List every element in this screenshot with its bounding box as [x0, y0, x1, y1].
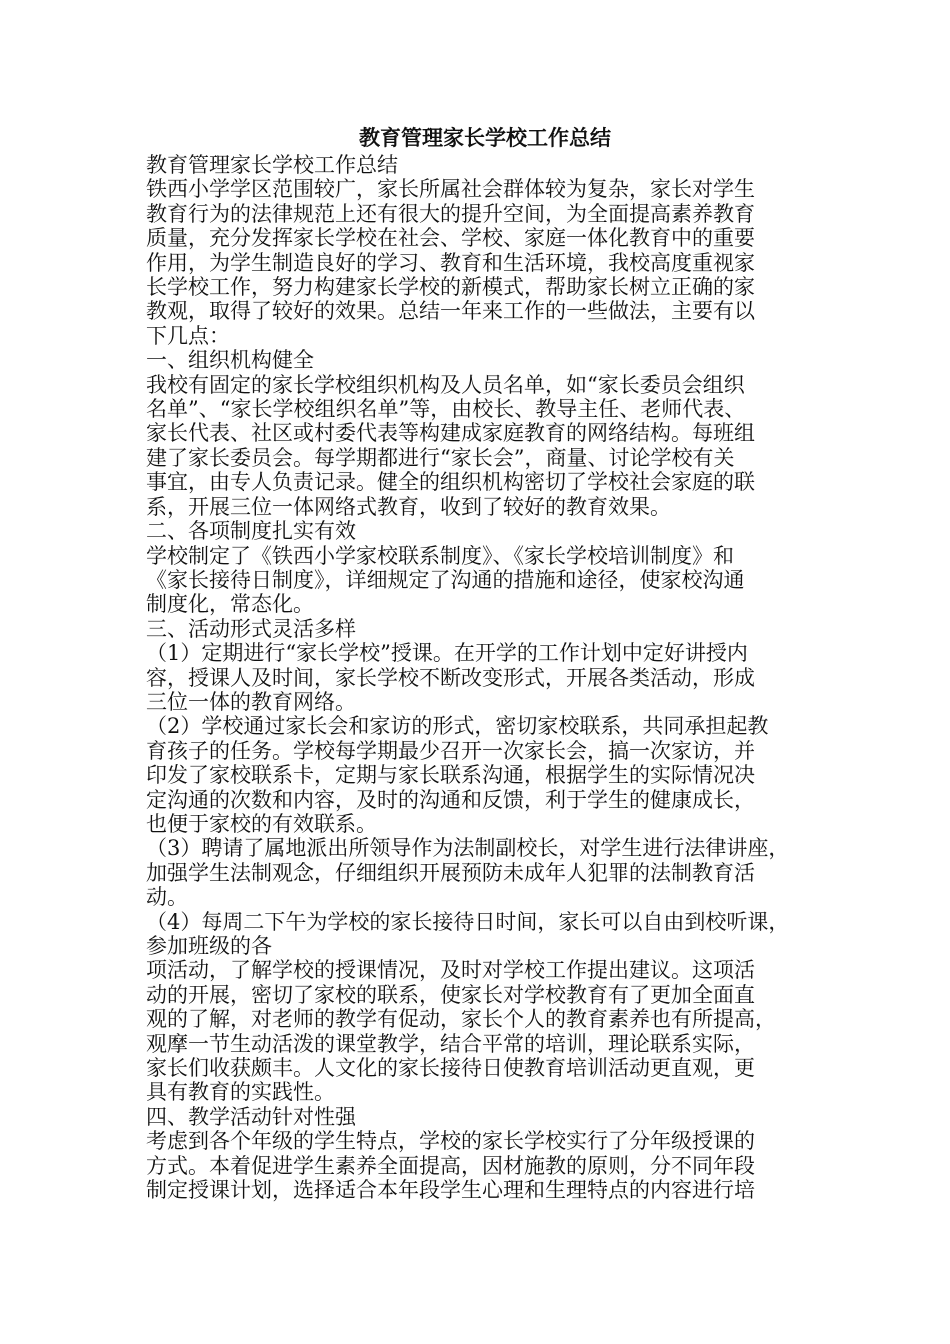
text-line: 容，授课人及时间，家长学校不断改变形式，开展各类活动，形成: [146, 665, 755, 690]
text-line: 铁西小学学区范围较广，家长所属社会群体较为复杂，家长对学生: [146, 177, 755, 202]
text-line: 参加班级的各: [146, 934, 272, 958]
text-line: 质量，充分发挥家长学校在社会、学校、家庭一体化教育中的重要: [146, 226, 755, 251]
text-line: 也便于家校的有效联系。: [146, 811, 377, 836]
text-line: 《家长接待日制度》，详细规定了沟通的措施和途径，使家校沟通: [146, 567, 745, 592]
text-line: 三位一体的教育网络。: [146, 689, 356, 714]
text-line: 教观，取得了较好的效果。总结一年来工作的一些做法，主要有以: [146, 299, 755, 324]
text-line: 名单”、“家长学校组织名单”等，由校长、教导主任、老师代表、: [146, 397, 746, 422]
text-line: 作用，为学生制造良好的学习、教育和生活环境，我校高度重视家: [146, 250, 755, 275]
text-line: 观的了解，对老师的教学有促动，家长个人的教育素养也有所提高，: [146, 1007, 776, 1032]
text-line: （1）定期进行“家长学校”授课。在开学的工作计划中定好讲授内: [146, 641, 748, 666]
text-line: 家长代表、社区或村委代表等构建成家庭教育的网络结构。每班组: [146, 421, 755, 446]
text-line: 定沟通的次数和内容，及时的沟通和反馈，利于学生的健康成长，: [146, 787, 755, 812]
text-line: 动的开展，密切了家校的联系，使家长对学校教育有了更加全面直: [146, 982, 755, 1007]
text-line: 项活动，了解学校的授课情况，及时对学校工作提出建议。这项活: [146, 958, 755, 983]
text-line: 教育管理家长学校工作总结: [146, 153, 398, 177]
text-line: 二、各项制度扎实有效: [146, 519, 356, 544]
text-line: 具有教育的实践性。: [146, 1080, 335, 1105]
text-line: 事宜，由专人负责记录。健全的组织机构密切了学校社会家庭的联: [146, 470, 755, 495]
text-line: 长学校工作，努力构建家长学校的新模式，帮助家长树立正确的家: [146, 275, 755, 300]
document-title: 教育管理家长学校工作总结: [359, 126, 611, 150]
text-line: 动。: [146, 885, 188, 910]
text-line: （2）学校通过家长会和家访的形式，密切家校联系，共同承担起教: [146, 714, 769, 739]
text-line: 家长们收获颇丰。人文化的家长接待日使教育培训活动更直观，更: [146, 1056, 755, 1081]
text-line: （4）每周二下午为学校的家长接待日时间，家长可以自由到校听课，: [146, 909, 790, 934]
text-line: 制定授课计划，选择适合本年段学生心理和生理特点的内容进行培: [146, 1178, 755, 1203]
text-line: 我校有固定的家长学校组织机构及人员名单，如“家长委员会组织: [146, 372, 745, 397]
text-line: 建了家长委员会。每学期都进行“家长会”，商量、讨论学校有关: [146, 445, 735, 470]
document-text: [146, 153, 816, 1202]
text-line: 方式。本着促进学生素养全面提高，因材施教的原则，分不同年段: [146, 1153, 755, 1178]
document-body: [146, 123, 816, 1202]
text-line: 系，开展三位一体网络式教育，收到了较好的教育效果。: [146, 494, 671, 519]
text-line: （3）聘请了属地派出所领导作为法制副校长，对学生进行法律讲座，: [146, 836, 790, 861]
text-line: 制度化，常态化。: [146, 592, 314, 617]
text-line: 下几点：: [146, 323, 230, 348]
text-line: 教育行为的法律规范上还有很大的提升空间，为全面提高素养教育: [146, 201, 755, 226]
text-line: 印发了家校联系卡，定期与家长联系沟通，根据学生的实际情况决: [146, 763, 755, 788]
text-line: 观摩一节生动活泼的课堂教学，结合平常的培训，理论联系实际，: [146, 1031, 755, 1056]
text-line: 三、活动形式灵活多样: [146, 616, 356, 641]
text-line: 考虑到各个年级的学生特点，学校的家长学校实行了分年级授课的: [146, 1129, 755, 1154]
text-line: 一、组织机构健全: [146, 348, 314, 373]
text-line: 四、教学活动针对性强: [146, 1104, 356, 1129]
text-line: 育孩子的任务。学校每学期最少召开一次家长会，搞一次家访，并: [146, 738, 755, 763]
text-line: 学校制定了《铁西小学家校联系制度》、《家长学校培训制度》和: [146, 543, 734, 568]
text-line: 加强学生法制观念，仔细组织开展预防未成年人犯罪的法制教育活: [146, 860, 755, 885]
